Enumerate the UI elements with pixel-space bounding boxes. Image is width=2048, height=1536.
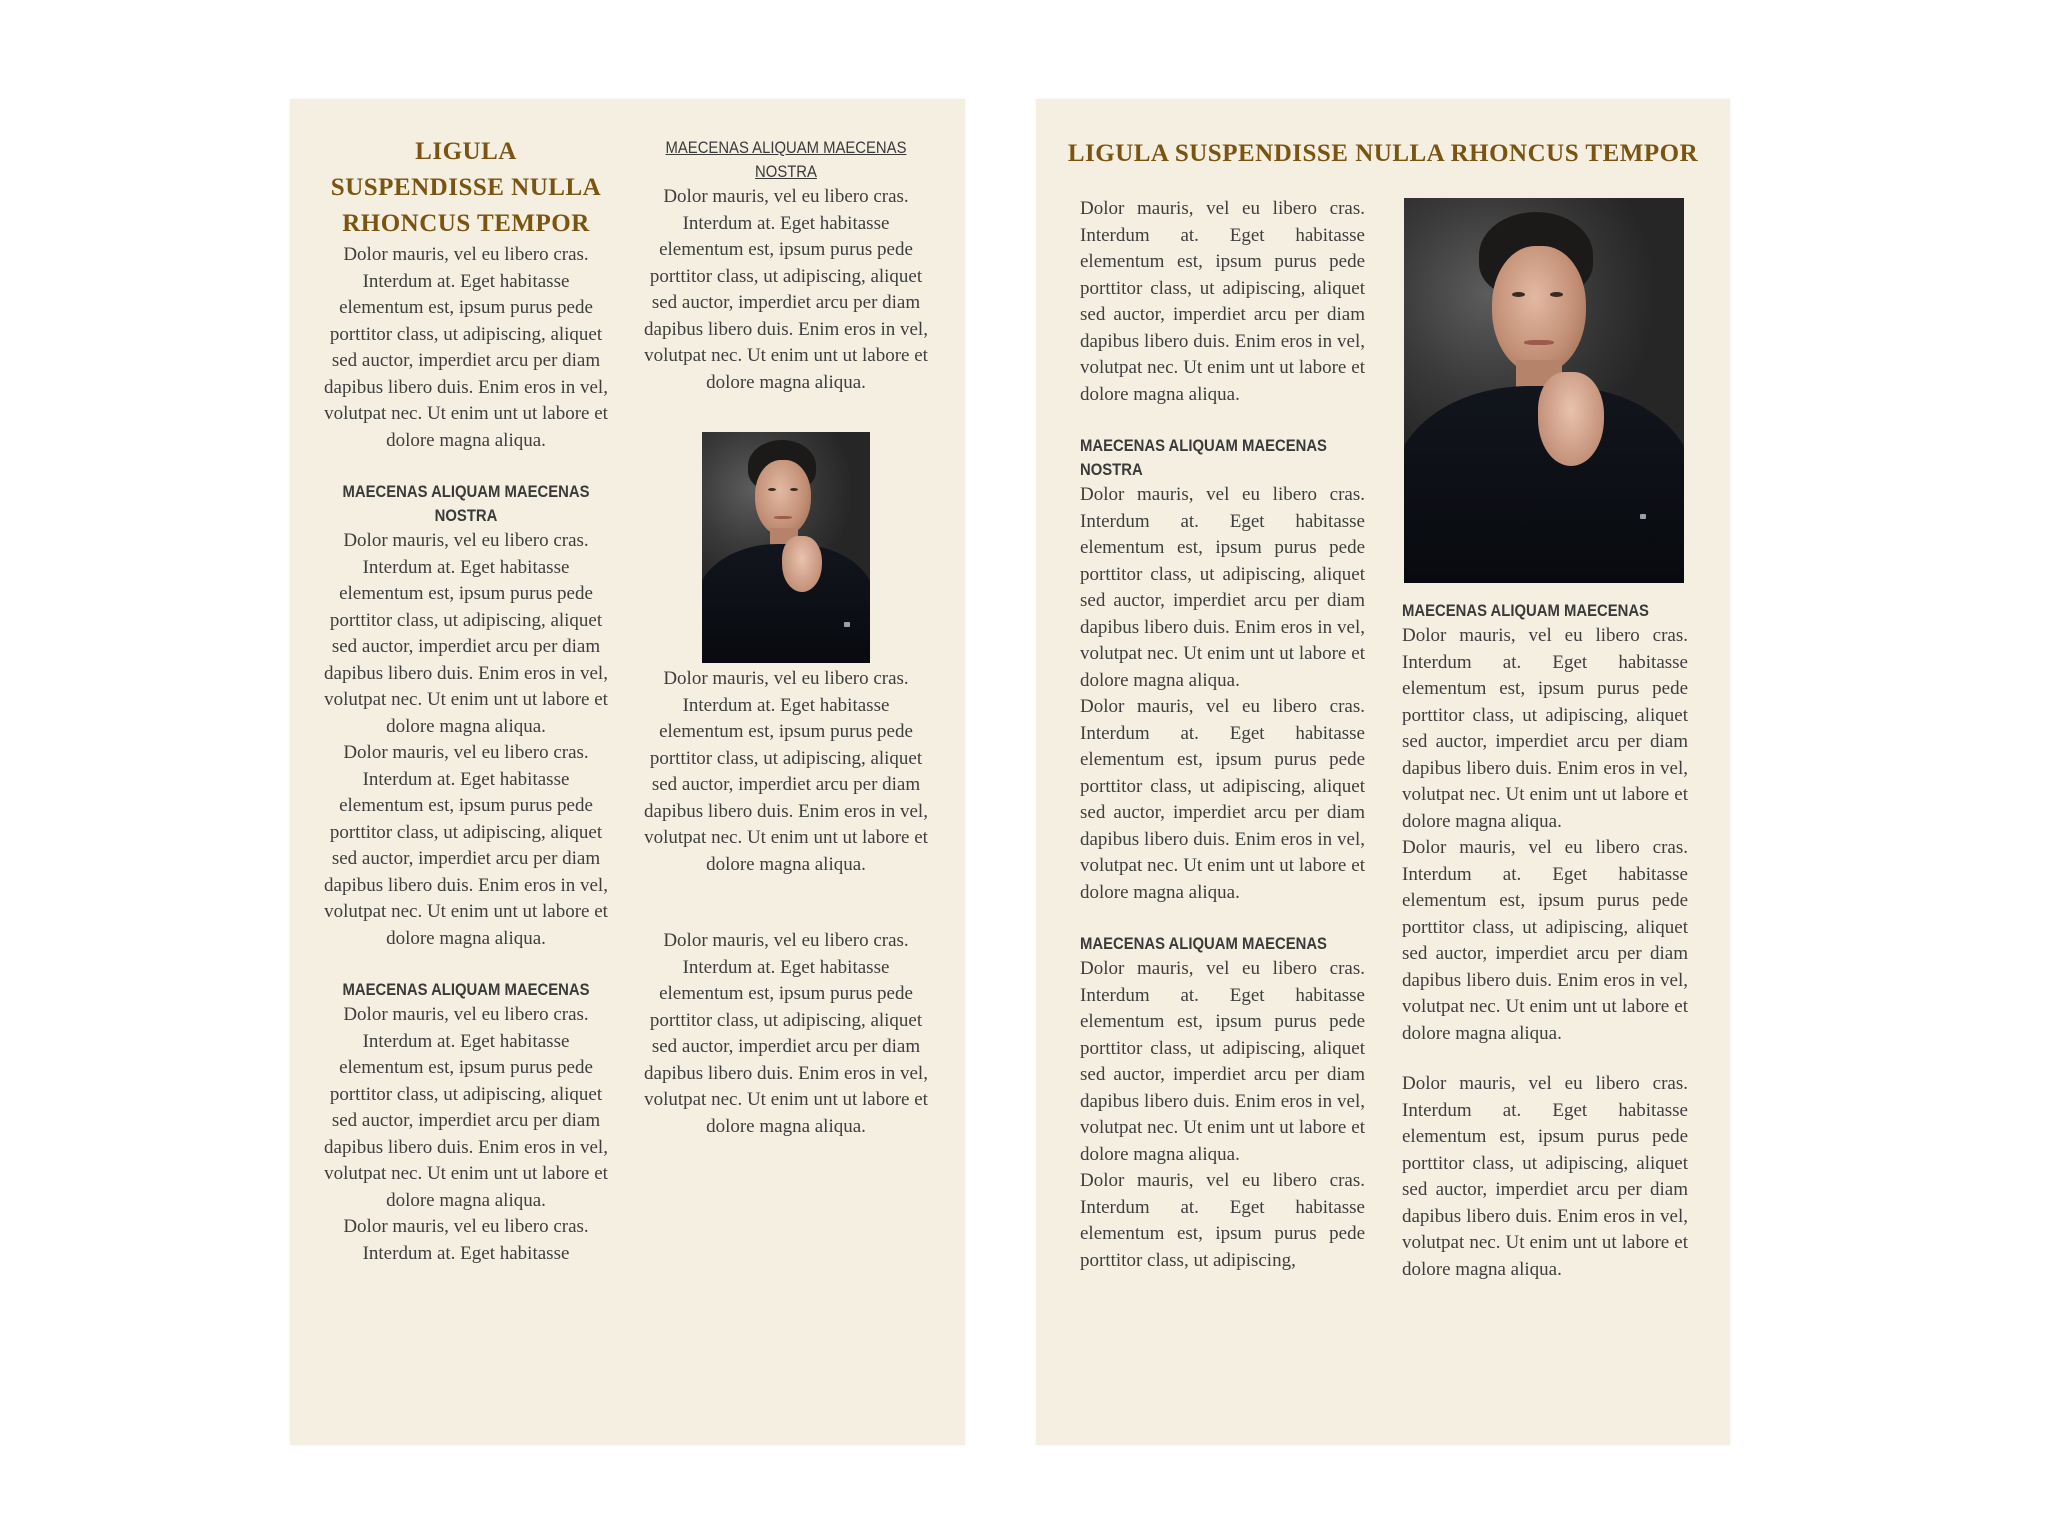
body-paragraph: Dolor mauris, vel eu libero cras. Interdum at. Eget habitasse [343, 1216, 589, 1264]
portrait-photo [1404, 198, 1684, 583]
body-paragraph: Dolor mauris, vel eu libero cras. Interdum at. Eget habitasse elementum est, ipsum purus pede porttitor class, ut adipiscing, aliquet sed auctor, imperdiet arcu per diam dapibus libero duis. Enim eros in vel, volutpat nec. Ut enim unt ut labore et dolore magna aliqua. [1402, 625, 1688, 832]
right-page-column-2 [1402, 198, 1688, 1445]
body-paragraph: Dolor mauris, vel eu libero cras. Interdum at. Eget habitasse elementum est, ipsum purus pede porttitor class, ut adipiscing, aliquet sed auctor, imperdiet arcu per diam dapibus libero duis. Enim eros in vel, volutpat nec. Ut enim unt ut labore et dolore magna aliqua. [324, 244, 608, 451]
section-heading [336, 480, 597, 528]
body-paragraph: Dolor mauris, vel eu libero cras. Interdum at. Eget habitasse elementum est, ipsum purus pede porttitor class, ut adipiscing, [1080, 1170, 1365, 1271]
heading-line: NOSTRA [1080, 461, 1143, 479]
photo-mouth [774, 516, 792, 519]
photo-hand [1538, 372, 1604, 466]
portrait-photo [702, 432, 870, 663]
photo-hand [782, 536, 822, 592]
shirt-logo [1640, 514, 1646, 519]
section-heading: MAECENAS ALIQUAM MAECENAS [1080, 935, 1327, 953]
photo-eye [768, 488, 776, 491]
photo-face [1492, 246, 1586, 374]
body-paragraph: Dolor mauris, vel eu libero cras. Interdum at. Eget habitasse elementum est, ipsum purus pede porttitor class, ut adipiscing, aliquet sed auctor, imperdiet arcu per diam dapibus libero duis. Enim eros in vel, volutpat nec. Ut enim unt ut labore et dolore magna aliqua. [324, 742, 608, 949]
heading-line: NOSTRA [434, 507, 498, 525]
left-page-column-2 [640, 99, 932, 1445]
title-line: LIGULA [415, 138, 517, 165]
body-paragraph: Dolor mauris, vel eu libero cras. Interdum at. Eget habitasse elementum est, ipsum purus pede porttitor class, ut adipiscing, aliquet sed auctor, imperdiet arcu per diam dapibus libero duis. Enim eros in vel, volutpat nec. Ut enim unt ut labore et dolore magna aliqua. [1402, 837, 1688, 1044]
page-title [321, 134, 611, 242]
body-paragraph: Dolor mauris, vel eu libero cras. Interdum at. Eget habitasse elementum est, ipsum purus pede porttitor class, ut adipiscing, aliquet sed auctor, imperdiet arcu per diam dapibus libero duis. Enim eros in vel, volutpat nec. Ut enim unt ut labore et dolore magna aliqua. [1080, 198, 1365, 405]
body-paragraph: Dolor mauris, vel eu libero cras. Interdum at. Eget habitasse elementum est, ipsum purus pede porttitor class, ut adipiscing, aliquet sed auctor, imperdiet arcu per diam dapibus libero duis. Enim eros in vel, volutpat nec. Ut enim unt ut labore et dolore magna aliqua. [644, 668, 928, 875]
photo-face [755, 460, 811, 536]
heading-line: NOSTRA [755, 163, 817, 181]
body-paragraph: Dolor mauris, vel eu libero cras. Interdum at. Eget habitasse elementum est, ipsum purus pede porttitor class, ut adipiscing, aliquet sed auctor, imperdiet arcu per diam dapibus libero duis. Enim eros in vel, volutpat nec. Ut enim unt ut labore et dolore magna aliqua. [1402, 1073, 1688, 1280]
photo-eye [1550, 292, 1563, 297]
brochure-page-left [290, 99, 965, 1445]
photo-eye [1512, 292, 1525, 297]
title-line: SUSPENDISSE NULLA [330, 174, 602, 201]
body-paragraph: Dolor mauris, vel eu libero cras. Interdum at. Eget habitasse elementum est, ipsum purus pede porttitor class, ut adipiscing, aliquet sed auctor, imperdiet arcu per diam dapibus libero duis. Enim eros in vel, volutpat nec. Ut enim unt ut labore et dolore magna aliqua. [324, 530, 608, 737]
right-page-column-1 [1080, 196, 1365, 1445]
body-paragraph: Dolor mauris, vel eu libero cras. Interdum at. Eget habitasse elementum est, ipsum purus pede porttitor class, ut adipiscing, aliquet sed auctor, imperdiet arcu per diam dapibus libero duis. Enim eros in vel, volutpat nec. Ut enim unt ut labore et dolore magna aliqua. [644, 186, 928, 393]
shirt-logo [844, 622, 850, 627]
photo-eye [790, 488, 798, 491]
body-paragraph: Dolor mauris, vel eu libero cras. Interdum at. Eget habitasse elementum est, ipsum purus pede porttitor class, ut adipiscing, aliquet sed auctor, imperdiet arcu per diam dapibus libero duis. Enim eros in vel, volutpat nec. Ut enim unt ut labore et dolore magna aliqua. [1080, 484, 1365, 691]
left-page-column-1 [321, 99, 611, 1445]
body-paragraph: Dolor mauris, vel eu libero cras. Interdum at. Eget habitasse elementum est, ipsum purus pede porttitor class, ut adipiscing, aliquet sed auctor, imperdiet arcu per diam dapibus libero duis. Enim eros in vel, volutpat nec. Ut enim unt ut labore et dolore magna aliqua. [1080, 958, 1365, 1165]
section-heading: MAECENAS ALIQUAM MAECENAS [1402, 602, 1649, 620]
body-paragraph: Dolor mauris, vel eu libero cras. Interdum at. Eget habitasse elementum est, ipsum purus pede porttitor class, ut adipiscing, aliquet sed auctor, imperdiet arcu per diam dapibus libero duis. Enim eros in vel, volutpat nec. Ut enim unt ut labore et dolore magna aliqua. [1080, 696, 1365, 903]
page-title: LIGULA SUSPENDISSE NULLA RHONCUS TEMPOR [1067, 140, 1699, 167]
heading-line: MAECENAS ALIQUAM MAECENAS [342, 483, 590, 501]
section-heading [1080, 434, 1337, 482]
section-heading: MAECENAS ALIQUAM MAECENAS [342, 981, 590, 999]
photo-mouth [1524, 340, 1554, 345]
heading-line: MAECENAS ALIQUAM MAECENAS [665, 139, 907, 157]
body-paragraph: Dolor mauris, vel eu libero cras. Interdum at. Eget habitasse elementum est, ipsum purus pede porttitor class, ut adipiscing, aliquet sed auctor, imperdiet arcu per diam dapibus libero duis. Enim eros in vel, volutpat nec. Ut enim unt ut labore et dolore magna aliqua. [644, 930, 928, 1137]
brochure-page-right [1036, 99, 1730, 1445]
section-heading [655, 136, 918, 184]
title-line: RHONCUS TEMPOR [342, 210, 590, 237]
heading-line: MAECENAS ALIQUAM MAECENAS [1080, 437, 1327, 455]
body-paragraph: Dolor mauris, vel eu libero cras. Interdum at. Eget habitasse elementum est, ipsum purus pede porttitor class, ut adipiscing, aliquet sed auctor, imperdiet arcu per diam dapibus libero duis. Enim eros in vel, volutpat nec. Ut enim unt ut labore et dolore magna aliqua. [324, 1004, 608, 1211]
